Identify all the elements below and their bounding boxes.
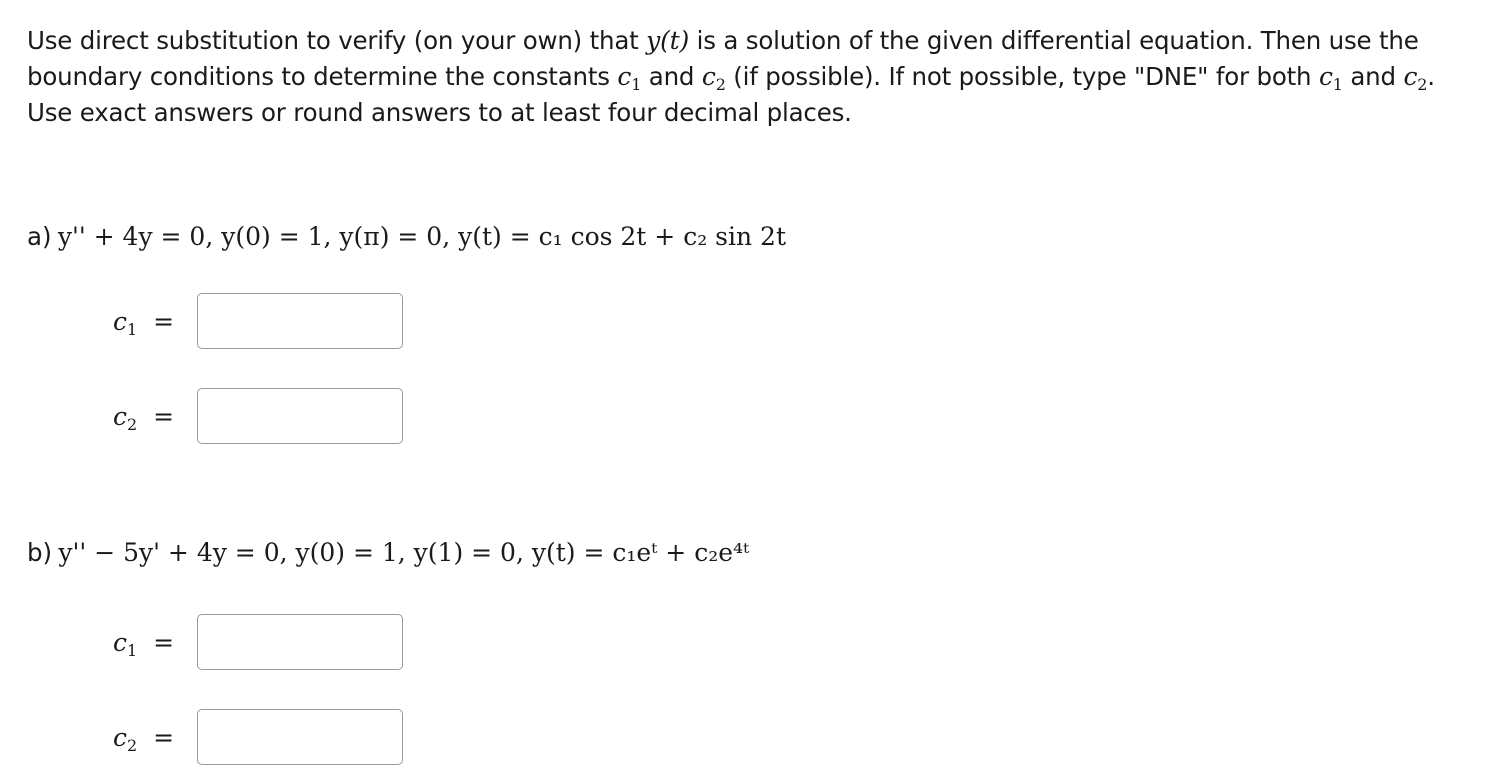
part-a-c2-label: $c_2$ = — [113, 401, 175, 434]
part-b-c2-input[interactable] — [197, 709, 403, 765]
part-b-letter: b) — [27, 538, 53, 567]
part-a-c2-row — [113, 385, 403, 447]
instructions-c2: $c_2$ — [701, 62, 726, 94]
instructions-text-5: and — [1342, 62, 1404, 91]
instructions-c1-second: $c_1$ — [1318, 62, 1343, 94]
part-a-letter: a) — [27, 222, 52, 251]
part-a-statement — [27, 222, 786, 252]
part-a-c1-input[interactable] — [197, 293, 403, 349]
part-a-c1-label: $c_1$ = — [113, 306, 175, 339]
instructions-y-of-t: y(t) — [646, 26, 690, 55]
part-b-c2-row — [113, 706, 403, 768]
instructions-text-3: and — [641, 62, 702, 91]
part-b-equation: y'' − 5y' + 4y = 0, y(0) = 1, y(1) = 0, y(t) = c₁eᵗ + c₂e⁴ᵗ — [58, 538, 750, 567]
part-b-c1-row — [113, 611, 403, 673]
instructions-text-4: (if possible). If not possible, type "DNE" for both — [725, 62, 1319, 91]
instructions-c2-second: $c_2$ — [1403, 62, 1428, 94]
part-b-c1-input[interactable] — [197, 614, 403, 670]
part-a-equation: y'' + 4y = 0, y(0) = 1, y(π) = 0, y(t) = c₁ cos 2t + c₂ sin 2t — [57, 222, 786, 251]
instructions-text-1: Use direct substitution to verify (on your own) that — [27, 26, 647, 55]
instructions-paragraph — [27, 23, 1467, 131]
instructions-text-2: is a solution of the given differential equation. Then use the boundary conditions to determine the constants — [27, 26, 1419, 91]
part-b-c2-label: $c_2$ = — [113, 722, 175, 755]
instructions-text-6: . Use exact answers or round answers to at least four decimal places. — [27, 62, 1435, 127]
part-b-statement — [27, 538, 749, 568]
part-a-c1-row — [113, 290, 403, 352]
part-b-c1-label: $c_1$ = — [113, 627, 175, 660]
part-a-c2-input[interactable] — [197, 388, 403, 444]
instructions-c1: $c_1$ — [617, 62, 642, 94]
